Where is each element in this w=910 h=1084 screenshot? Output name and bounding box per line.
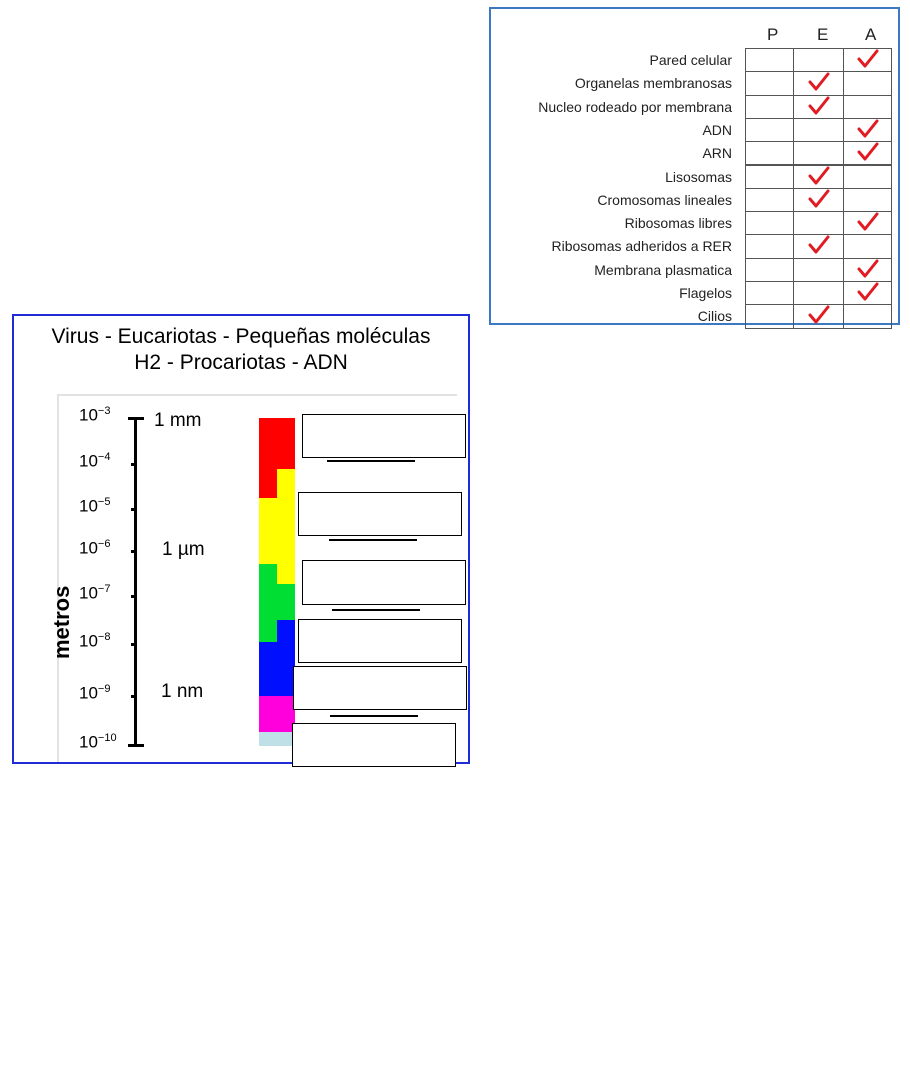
- tick-exponent: −10: [97, 732, 117, 744]
- row-label: Ribosomas libres: [624, 215, 732, 232]
- cell-p: [745, 118, 794, 142]
- band-magenta: [259, 696, 295, 732]
- column-header-a: A: [865, 25, 877, 44]
- check-mark-icon: [808, 235, 830, 255]
- answer-box-2[interactable]: [298, 492, 462, 536]
- answer-line-5: [330, 715, 418, 717]
- cell-p: [745, 71, 794, 95]
- tick-exponent: −9: [97, 683, 111, 695]
- answer-line-2: [329, 539, 417, 541]
- row-label: Membrana plasmatica: [594, 261, 732, 278]
- check-mark-icon: [808, 189, 830, 209]
- cell-p: [745, 211, 794, 235]
- answer-box-5[interactable]: [293, 666, 467, 710]
- cell-p: [745, 281, 794, 305]
- unit-label-nm: 1 nm: [161, 681, 204, 702]
- answer-box-6[interactable]: [292, 723, 456, 767]
- answer-line-1: [327, 460, 415, 462]
- cell-p: [745, 304, 794, 328]
- answer-box-3[interactable]: [302, 560, 466, 605]
- cell-e: [793, 211, 844, 235]
- cell-p: [745, 48, 794, 72]
- check-mark-icon: [808, 166, 830, 186]
- answer-box-4[interactable]: [298, 619, 462, 663]
- check-mark-icon: [857, 49, 879, 69]
- check-mark-icon: [857, 142, 879, 162]
- cell-e: [793, 48, 844, 72]
- tick-exponent: −3: [97, 405, 111, 417]
- cell-a: [843, 95, 892, 119]
- tick-base: 10: [79, 451, 98, 471]
- column-header-e: E: [817, 25, 829, 44]
- tick-base: 10: [79, 405, 98, 425]
- tick-base: 10: [79, 683, 98, 703]
- band-lightblue: [259, 732, 295, 746]
- diagram-title-line-2: H2 - Procariotas - ADN: [134, 351, 348, 374]
- check-mark-icon: [857, 282, 879, 302]
- cell-a: [843, 71, 892, 95]
- check-mark-icon: [857, 119, 879, 139]
- check-mark-icon: [808, 96, 830, 116]
- features-table: [489, 7, 900, 325]
- row-label: Ribosomas adheridos a RER: [551, 238, 732, 255]
- cell-e: [793, 258, 844, 282]
- cell-p: [745, 234, 794, 258]
- unit-label-mm: 1 mm: [154, 410, 202, 431]
- row-label: Pared celular: [649, 52, 732, 68]
- tick-base: 10: [79, 631, 98, 651]
- scale-area: [49, 394, 457, 762]
- row-label: Nucleo rodeado por membrana: [538, 98, 732, 115]
- tick-exponent: −8: [97, 631, 111, 643]
- size-scale-diagram: [12, 314, 470, 764]
- tick-exponent: −6: [97, 538, 111, 550]
- cell-p: [745, 95, 794, 119]
- cell-p: [745, 141, 794, 165]
- cell-p: [745, 165, 794, 189]
- row-label: Organelas membranosas: [574, 75, 732, 92]
- tick-base: 10: [79, 583, 98, 603]
- cell-e: [793, 118, 844, 142]
- row-label: Lisosomas: [665, 168, 732, 185]
- y-axis-label: metros: [49, 585, 74, 659]
- tick-base: 10: [79, 732, 98, 752]
- cell-e: [793, 281, 844, 305]
- cell-p: [745, 188, 794, 212]
- cell-p: [745, 258, 794, 282]
- row-label: Flagelos: [679, 285, 732, 301]
- tick-base: 10: [79, 538, 98, 558]
- check-mark-icon: [857, 212, 879, 232]
- tick-exponent: −7: [97, 583, 111, 595]
- answer-line-3: [332, 609, 420, 611]
- check-mark-icon: [808, 72, 830, 92]
- cell-a: [843, 165, 892, 189]
- cell-e: [793, 141, 844, 165]
- answer-box-1[interactable]: [302, 414, 466, 458]
- column-header-p: P: [767, 25, 779, 44]
- check-mark-icon: [808, 305, 830, 325]
- row-label: Cilios: [697, 308, 732, 325]
- diagram-title-line-1: Virus - Eucariotas - Pequeñas moléculas: [51, 325, 431, 348]
- row-label: ADN: [702, 121, 732, 138]
- row-label: Cromosomas lineales: [597, 191, 732, 208]
- tick-exponent: −4: [97, 451, 111, 463]
- cell-a: [843, 304, 892, 328]
- unit-label-um: 1 µm: [162, 539, 205, 560]
- tick-base: 10: [79, 496, 98, 516]
- row-label: ARN: [702, 145, 732, 162]
- tick-exponent: −5: [97, 496, 111, 508]
- cell-a: [843, 188, 892, 212]
- cell-a: [843, 234, 892, 258]
- check-mark-icon: [857, 259, 879, 279]
